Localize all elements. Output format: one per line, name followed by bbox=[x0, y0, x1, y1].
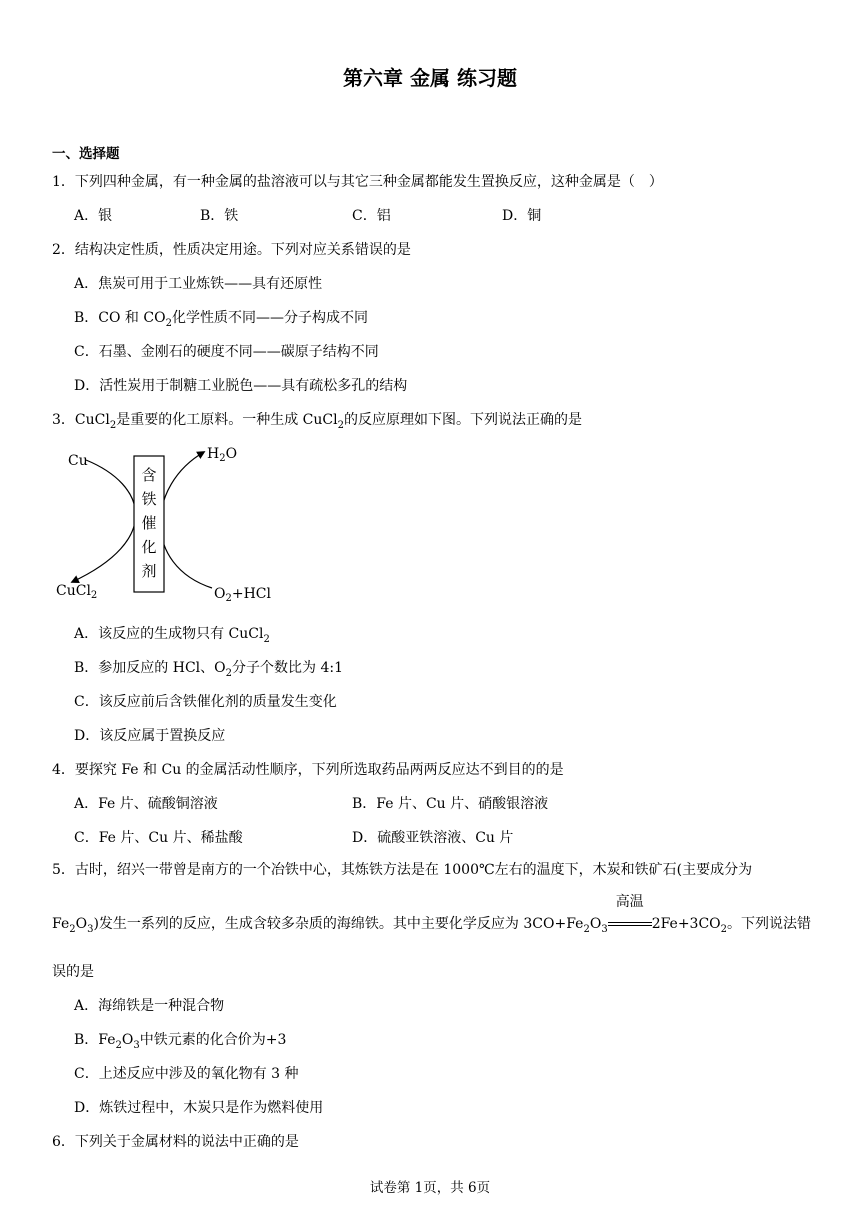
catalyst-label bbox=[141, 466, 156, 580]
q1-option-b: B．铁 bbox=[200, 208, 239, 224]
q5-option-b: B．$Fe_2O_3$中铁元素的化合价为+3 bbox=[74, 1032, 287, 1051]
h2o-label bbox=[207, 446, 237, 464]
q5-option-d: D．炼铁过程中，木炭只是作为燃料使用 bbox=[74, 1100, 324, 1116]
q3-option-b: B．参加反应的 HCl、$O_2$分子个数比为 4:1 bbox=[74, 660, 343, 679]
cu-label bbox=[68, 453, 88, 469]
q2-option-a: A．焦炭可用于工业炼铁——具有还原性 bbox=[74, 276, 323, 292]
q5-line-2: $Fe_2O_3$)发生一系列的反应，生成含较多杂质的海绵铁。其中主要化学反应为 $3CO+Fe_2O_3$ 高温 $2Fe+3CO_2$。下列说法错 bbox=[52, 894, 812, 935]
q4-option-a: A．Fe 片、硫酸铜溶液 bbox=[74, 796, 218, 812]
q1-option-c: C．铝 bbox=[352, 208, 391, 224]
o2hcl-to-h2o-arrow bbox=[160, 452, 212, 588]
q2-option-b: B．CO 和 $CO_2$化学性质不同——分子构成不同 bbox=[74, 310, 368, 329]
reaction-condition: 高温 bbox=[608, 914, 652, 934]
page-footer: 试卷第 1页，共 6页 bbox=[369, 1180, 491, 1196]
svg-text:O2+HCl: $O_2+HCl$ bbox=[214, 586, 271, 604]
q2-option-d: D．活性炭用于制糖工业脱色——具有疏松多孔的结构 bbox=[74, 378, 408, 394]
cucl2-label bbox=[56, 583, 97, 601]
q3-stem: 3．CuCl$_2$是重要的化工原料。一种生成 CuCl$_2$的反应原理如下图。下列说法正确的是 bbox=[52, 412, 582, 431]
q4-option-d: D．硫酸亚铁溶液、Cu 片 bbox=[352, 830, 514, 846]
q4-option-b: B．Fe 片、Cu 片、硝酸银溶液 bbox=[352, 796, 549, 812]
o2-hcl-label bbox=[214, 586, 272, 604]
section-heading: 一、选择题 bbox=[52, 146, 120, 162]
q1-option-a: A．银 bbox=[74, 208, 113, 224]
q3-option-c: C．该反应前后含铁催化剂的质量发生变化 bbox=[74, 694, 337, 710]
q2-option-c: C．石墨、金刚石的硬度不同——碳原子结构不同 bbox=[74, 344, 379, 360]
q1-option-d: D．铜 bbox=[502, 208, 542, 224]
q3-option-d: D．该反应属于置换反应 bbox=[74, 728, 226, 744]
q5-line-1: 5．古时，绍兴一带曾是南方的一个冶铁中心，其炼铁方法是在 1000℃左右的温度下，木炭和铁矿石(主要成分为 bbox=[52, 862, 753, 878]
svg-text:H2O: $H_2O$ bbox=[207, 446, 238, 464]
q1-stem: 1．下列四种金属，有一种金属的盐溶液可以与其它三种金属都能发生置换反应，这种金属是（ ） bbox=[52, 174, 663, 190]
q3-option-a: A．该反应的生成物只有 CuCl$_2$ bbox=[74, 626, 270, 645]
q6-stem: 6．下列关于金属材料的说法中正确的是 bbox=[52, 1134, 299, 1150]
q4-stem: 4．要探究 Fe 和 Cu 的金属活动性顺序，下列所选取药品两两反应达不到目的的是 bbox=[52, 762, 564, 778]
q5-option-a: A．海绵铁是一种混合物 bbox=[74, 998, 225, 1014]
svg-text:化: 化 bbox=[141, 538, 157, 556]
cu-to-cucl2-arrow bbox=[72, 460, 136, 582]
q5-line-3: 误的是 bbox=[52, 964, 94, 980]
page-title: 第六章 金属 练习题 bbox=[343, 66, 517, 90]
q4-option-c: C．Fe 片、Cu 片、稀盐酸 bbox=[74, 830, 243, 846]
q5-option-c: C．上述反应中涉及的氧化物有 3 种 bbox=[74, 1066, 299, 1082]
svg-text:铁: 铁 bbox=[141, 490, 157, 508]
svg-text:Cu: Cu bbox=[68, 453, 88, 469]
svg-text:催: 催 bbox=[141, 514, 157, 532]
svg-text:CuCl2: CuCl$_2$ bbox=[56, 583, 98, 601]
svg-text:剂: 剂 bbox=[141, 562, 157, 580]
svg-text:含: 含 bbox=[141, 466, 157, 484]
reaction-diagram bbox=[52, 440, 282, 610]
q2-stem: 2．结构决定性质，性质决定用途。下列对应关系错误的是 bbox=[52, 242, 411, 258]
